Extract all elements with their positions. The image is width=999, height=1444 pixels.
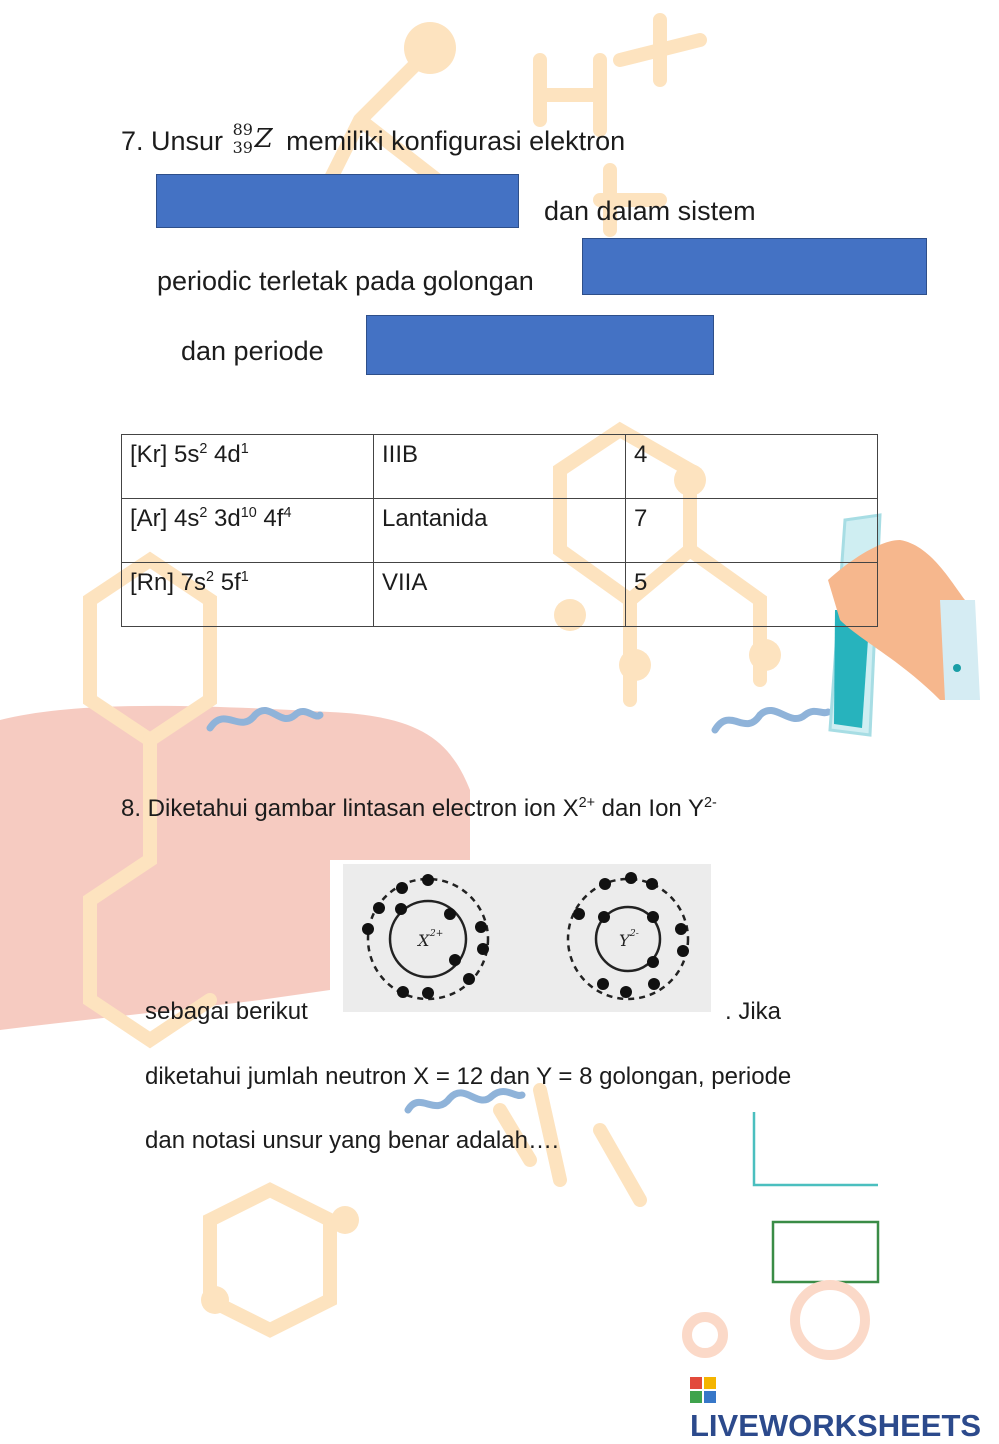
liveworksheets-logo-icon (690, 1377, 716, 1403)
question-8-line-1: 8. Diketahui gambar lintasan electron ion $X^{2+}$ dan Ion $Y^{2-}$ (121, 795, 717, 822)
liveworksheets-logo-text: LIVEWORKSHEETS (690, 1408, 982, 1443)
table-row (122, 563, 878, 627)
answer-box-group[interactable] (582, 238, 927, 295)
question-7-line-3: periodic terletak pada golongan (157, 266, 534, 296)
y-ion-label-charge: 2- (630, 929, 639, 939)
question-7-number: 7. Unsur (121, 126, 224, 156)
x-ion-label-charge: 2+ (430, 929, 444, 939)
table-cell-period: 7 (626, 499, 878, 563)
x-ion-label: X (418, 931, 430, 950)
element-symbol: Z (254, 124, 273, 154)
table-cell-period: 5 (626, 563, 878, 627)
element-atomic-number: 39 (232, 138, 253, 157)
element-mass-number: 89 (232, 120, 253, 139)
question-7-line-1 (121, 120, 721, 164)
table-cell-group: Lantanida (374, 499, 626, 563)
liveworksheets-logo (690, 1372, 999, 1443)
table-cell-configuration: [Rn] $7s^2$ $5f^1$ (122, 563, 374, 627)
electron-orbit-image (343, 864, 711, 1012)
table-row (122, 499, 878, 563)
y-ion-label: Y (619, 931, 630, 950)
y-ion-charge: 2- (704, 795, 717, 811)
question-8-line-3: diketahui jumlah neutron X = 12 dan Y = 8 golongan, periode (145, 1063, 792, 1090)
table-cell-group: IIIB (374, 435, 626, 499)
question-8-line-2-left: sebagai berikut (145, 998, 308, 1025)
y-ion-diagram (568, 872, 689, 999)
table-cell-configuration: [Ar] $4s^2$ $3d^{10}$ $4f^4$ (122, 499, 374, 563)
question-7-line-1-rest: memiliki konfigurasi elektron (286, 126, 626, 156)
answer-box-configuration[interactable] (156, 174, 519, 228)
table-cell-period: 4 (626, 435, 878, 499)
question-7-line-4: dan periode (181, 336, 324, 366)
element-notation (231, 120, 279, 157)
answer-box-period[interactable] (366, 315, 714, 375)
x-ion-diagram (362, 874, 489, 999)
question-8-line-2-right: . Jika (725, 998, 782, 1025)
question-8-line-4: dan notasi unsur yang benar adalah…. (145, 1127, 559, 1154)
table-cell-configuration: [Kr] $5s^2$ $4d^1$ (122, 435, 374, 499)
question-7-line-2: dan dalam sistem (544, 196, 756, 226)
x-ion-charge: 2+ (578, 795, 596, 811)
table-cell-group: VIIA (374, 563, 626, 627)
orbit-diagram (343, 864, 711, 1012)
table-row (122, 435, 878, 499)
options-table (121, 434, 878, 627)
